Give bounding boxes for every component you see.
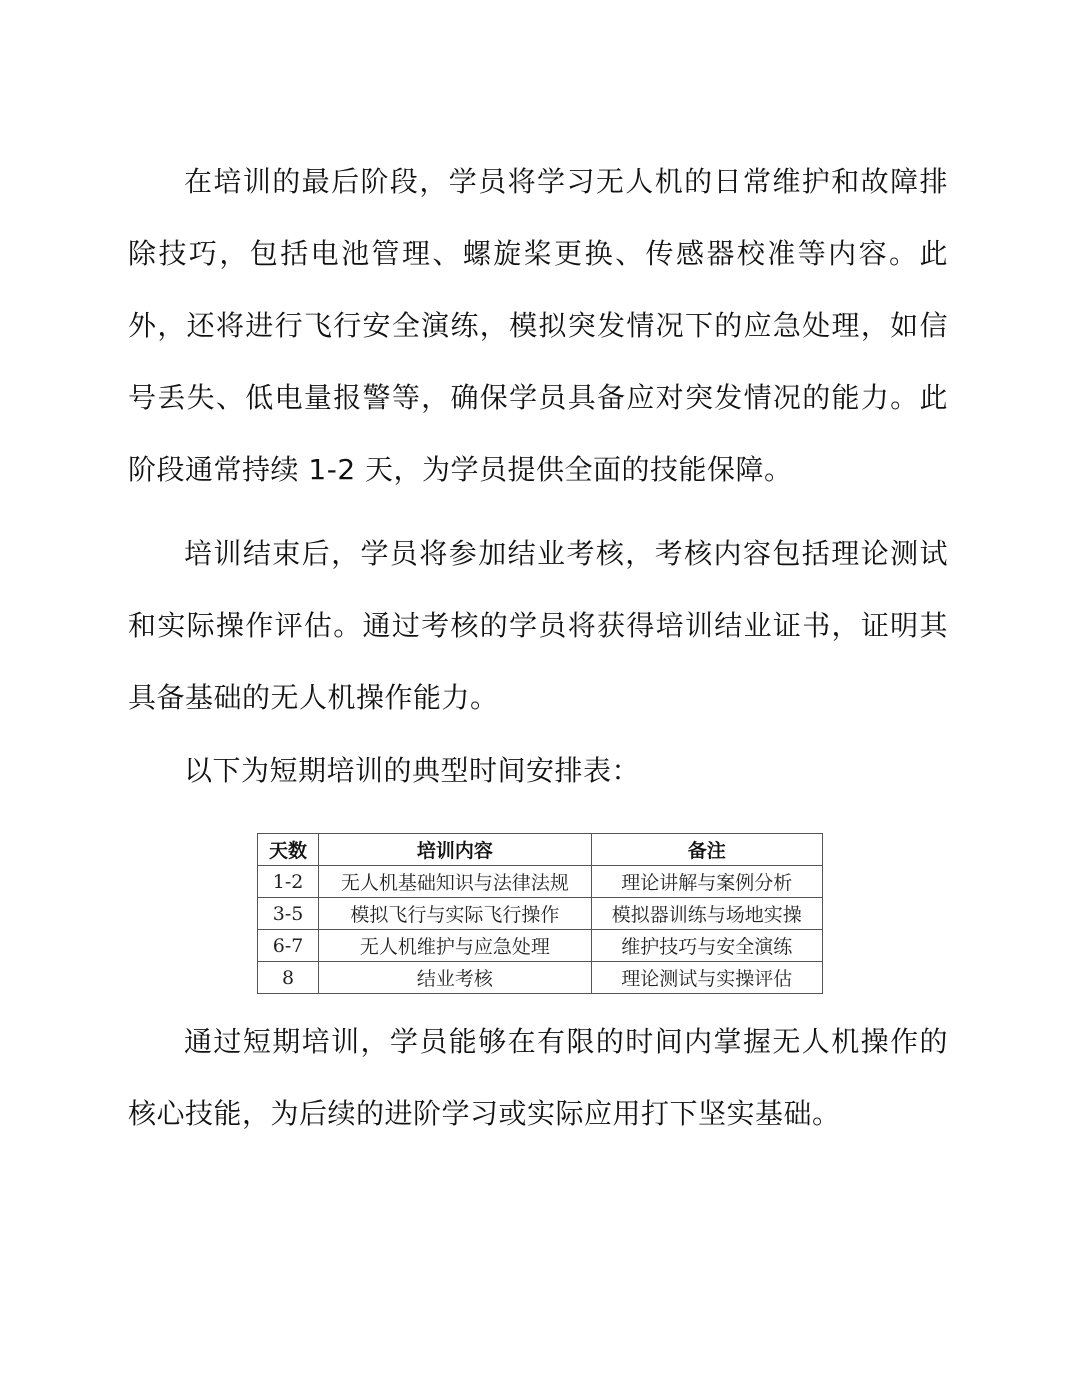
cell-notes: 维护技巧与安全演练 xyxy=(591,930,822,962)
cell-days: 8 xyxy=(258,962,319,994)
table-row xyxy=(258,930,823,962)
table-row xyxy=(258,962,823,994)
table-row xyxy=(258,898,823,930)
cell-content: 无人机基础知识与法律法规 xyxy=(319,866,591,898)
cell-days: 3-5 xyxy=(258,898,319,930)
cell-content: 模拟飞行与实际飞行操作 xyxy=(319,898,591,930)
cell-notes: 理论测试与实操评估 xyxy=(591,962,822,994)
paragraph-assessment: 培训结束后，学员将参加结业考核，考核内容包括理论测试和实际操作评估。通过考核的学员将获得培训结业证书，证明其具备基础的无人机操作能力。 xyxy=(128,537,948,714)
paragraph-final-stage: 在培训的最后阶段，学员将学习无人机的日常维护和故障排除技巧，包括电池管理、螺旋桨更换、传感器校准等内容。此外，还将进行飞行安全演练，模拟突发情况下的应急处理，如信号丢失、低电量报警等，确保学员具备应对突发情况的能力。此阶段通常持续 1-2 天，为学员提供全面的技能保障。 xyxy=(128,165,948,486)
header-days: 天数 xyxy=(258,834,319,866)
table-header-row xyxy=(258,834,823,866)
schedule-table xyxy=(257,833,823,994)
paragraph-table-intro: 以下为短期培训的典型时间安排表： xyxy=(184,754,641,787)
header-content: 培训内容 xyxy=(319,834,591,866)
table-row xyxy=(258,866,823,898)
cell-content: 无人机维护与应急处理 xyxy=(319,930,591,962)
cell-days: 6-7 xyxy=(258,930,319,962)
cell-days: 1-2 xyxy=(258,866,319,898)
cell-content: 结业考核 xyxy=(319,962,591,994)
cell-notes: 理论讲解与案例分析 xyxy=(591,866,822,898)
header-notes: 备注 xyxy=(591,834,822,866)
cell-notes: 模拟器训练与场地实操 xyxy=(591,898,822,930)
paragraph-conclusion: 通过短期培训，学员能够在有限的时间内掌握无人机操作的核心技能，为后续的进阶学习或实际应用打下坚实基础。 xyxy=(128,1025,948,1130)
